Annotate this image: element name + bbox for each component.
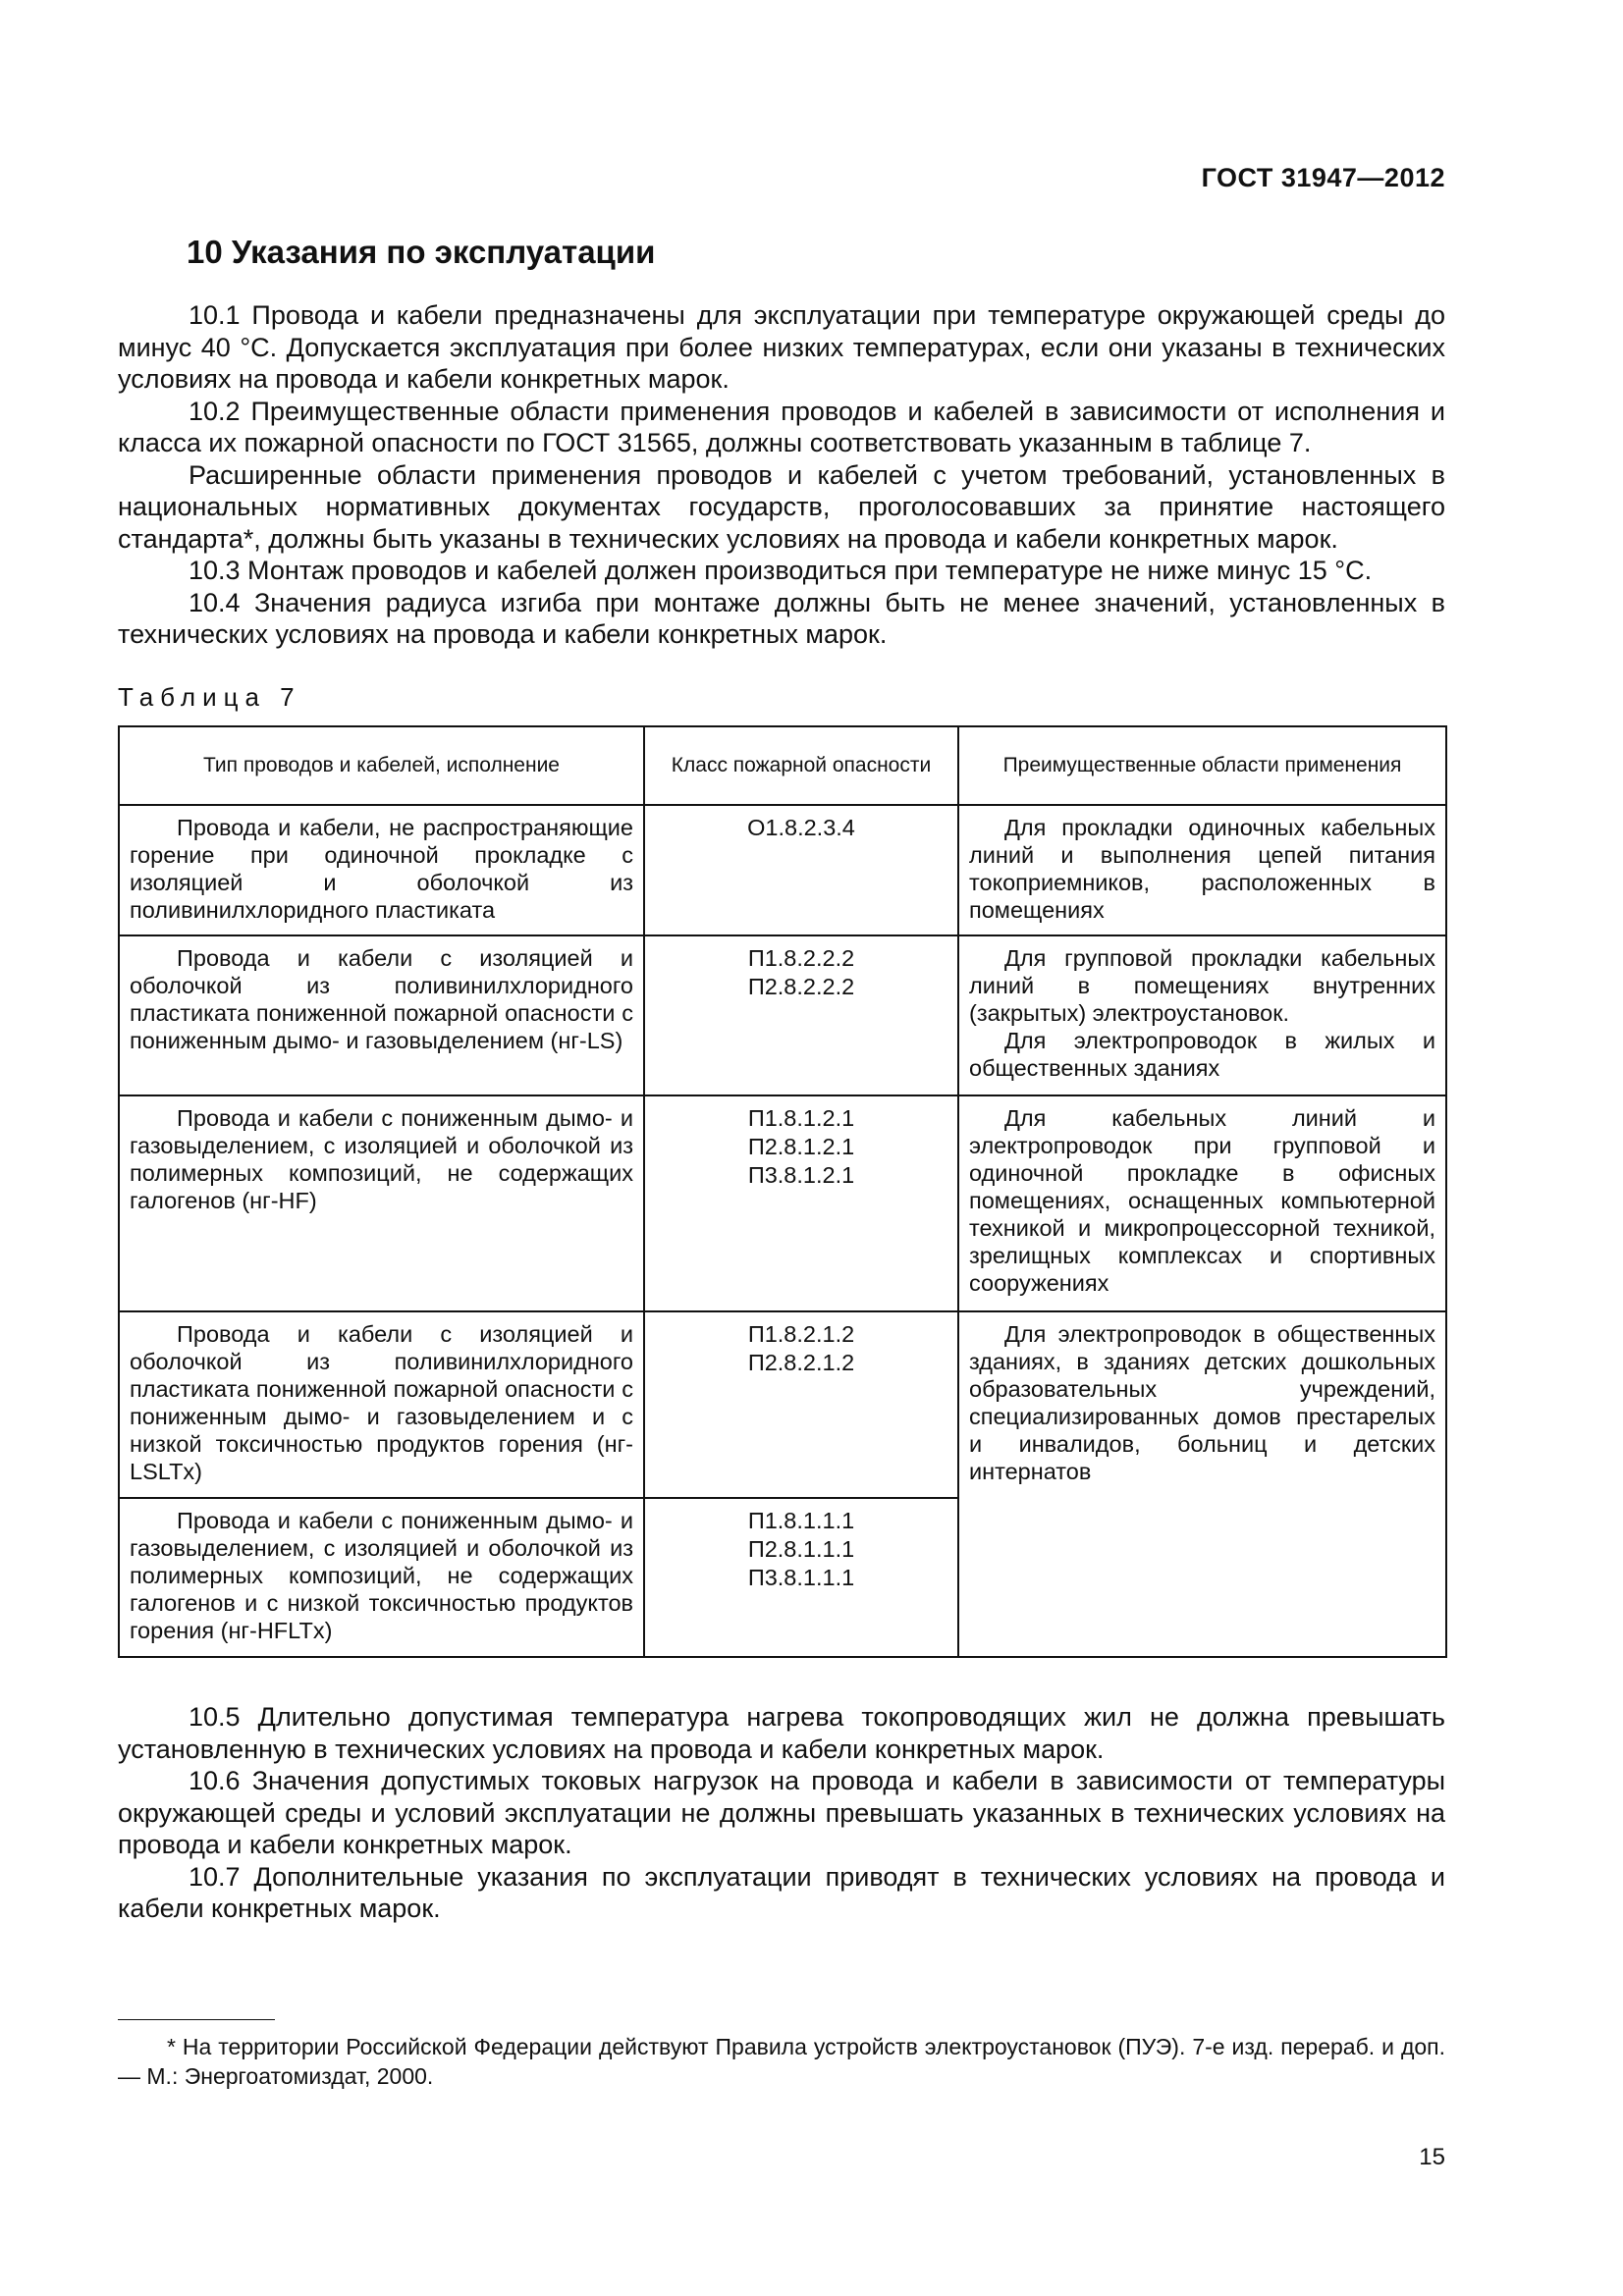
table-row [119,1095,1446,1311]
intro-paragraphs [118,299,1445,651]
table-7 [118,725,1447,1658]
fire-class-code: П1.8.1.2.1 [747,1105,855,1131]
paragraph-extended-areas: Расширенные области применения проводов и кабелей с учетом требований, установленных в национальных нормативных документах государств, проголосовавших за принятие настоящего стандарта*, должны быть указаны в технических условиях на провода и кабели конкретных марок. [118,459,1445,554]
fire-class-code: П1.8.2.1.2 [747,1321,855,1347]
paragraph-10-2: 10.2 Преимущественные области применения проводов и кабелей в зависимости от исполнения и класса их пожарной опасности по ГОСТ 31565, должны соответствовать указанным в таблице 7. [118,396,1445,457]
fire-class-code: П1.8.2.2.2 [747,945,855,971]
table-header-row [119,726,1446,805]
paragraph-10-4: 10.4 Значения радиуса изгиба при монтаже должны быть не менее значений, установленных в технических условиях на провода и кабели конкретных марок. [118,587,1445,649]
header-fire-class: Класс пожарной опасности [644,726,958,805]
fire-class-code: П3.8.1.1.1 [747,1565,855,1590]
paragraph-10-7: 10.7 Дополнительные указания по эксплуатации приводят в технических условиях на провода и кабели конкретных марок. [118,1861,1445,1923]
fire-class-code: П2.8.1.1.1 [747,1536,855,1562]
fire-class-cell [644,1498,958,1657]
type-cell: Провода и кабели, не распространяющие горение при одиночной прокладке с изоляцией и оболочкой из поливинилхлоридного пластиката [119,805,644,935]
type-cell: Провода и кабели с изоляцией и оболочкой из поливинилхлоридного пластиката пониженной пожарной опасности с пониженным дымо- и газовыделением (нг-LS) [119,935,644,1095]
table-row [119,935,1446,1095]
paragraph-10-3: 10.3 Монтаж проводов и кабелей должен производиться при температуре не ниже минус 15 °С. [189,556,1373,585]
fire-class-cell [644,935,958,1095]
type-cell: Провода и кабели с пониженным дымо- и газовыделением, с изоляцией и оболочкой из полимерных композиций, не содержащих галогенов и с низкой токсичностью продуктов горения (нг-HFLTx) [119,1498,644,1657]
table-caption: Таблица 7 [118,682,301,712]
fire-class-cell [644,805,958,935]
paragraph-10-5: 10.5 Длительно допустимая температура нагрева токопроводящих жил не должна превышать установленную в технических условиях на провода и кабели конкретных марок. [118,1702,1445,1764]
paragraph-10-6: 10.6 Значения допустимых токовых нагрузок на провода и кабели в зависимости от температуры окружающей среды и условий эксплуатации не должны превышать указанных в технических условиях на провода и кабели конкретных марок. [118,1766,1445,1859]
fire-class-code: П2.8.1.2.1 [747,1134,855,1159]
header-type: Тип проводов и кабелей, исполнение [119,726,644,805]
table-row [119,1311,1446,1498]
fire-class-code: П1.8.1.1.1 [747,1508,855,1533]
fire-class-code: П2.8.2.2.2 [747,974,855,999]
fire-class-code: П2.8.2.1.2 [747,1350,855,1375]
paragraph-10-1: 10.1 Провода и кабели предназначены для эксплуатации при температуре окружающей среды до минус 40 °С. Допускается эксплуатация при более низких температурах, если они указаны в технических условиях на провода и кабели конкретных марок. [118,300,1445,394]
type-cell: Провода и кабели с пониженным дымо- и газовыделением, с изоляцией и оболочкой из полимерных композиций, не содержащих галогенов (нг-HF) [119,1095,644,1311]
fire-class-cell [644,1311,958,1498]
application-cell: Для кабельных линий и электропроводок при групповой и одиночной прокладке в офисных помещениях, оснащенных компьютерной техникой и микропроцессорной техникой, зрелищных комплексах и спортивных сооружениях [958,1095,1446,1311]
application-cell: Для прокладки одиночных кабельных линий и выполнения цепей питания токоприемников, расположенных в помещениях [958,805,1446,935]
type-cell: Провода и кабели с изоляцией и оболочкой из поливинилхлоридного пластиката пониженной пожарной опасности с пониженным дымо- и газовыделением и с низкой токсичностью продуктов горения (нг-LSLTx) [119,1311,644,1498]
table-row [119,805,1446,935]
application-cell: Для групповой прокладки кабельных линий в помещениях внутренних (закрытых) электроустановок. Для электропроводок в жилых и общественных зданиях [958,935,1446,1095]
section-title: 10 Указания по эксплуатации [187,234,656,270]
page-number: 15 [1419,2144,1445,2170]
fire-class-code: П3.8.1.2.1 [747,1162,855,1188]
outro-paragraphs [118,1701,1445,1925]
application-cell-merged: Для электропроводок в общественных зданиях, в зданиях детских дошкольных образовательных учреждений, специализированных домов престарелых и инвалидов, больниц и детских интернатов [958,1311,1446,1657]
fire-class-code: О1.8.2.3.4 [747,815,855,840]
header-application: Преимущественные области применения [958,726,1446,805]
fire-class-cell [644,1095,958,1311]
footnote: * На территории Российской Федерации действуют Правила устройств электроустановок (ПУЭ). 7-е изд. перераб. и доп. — М.: Энергоатомиздат, 2000. [118,2034,1445,2089]
document-code: ГОСТ 31947—2012 [1201,163,1445,192]
footnote-separator [118,2019,275,2020]
